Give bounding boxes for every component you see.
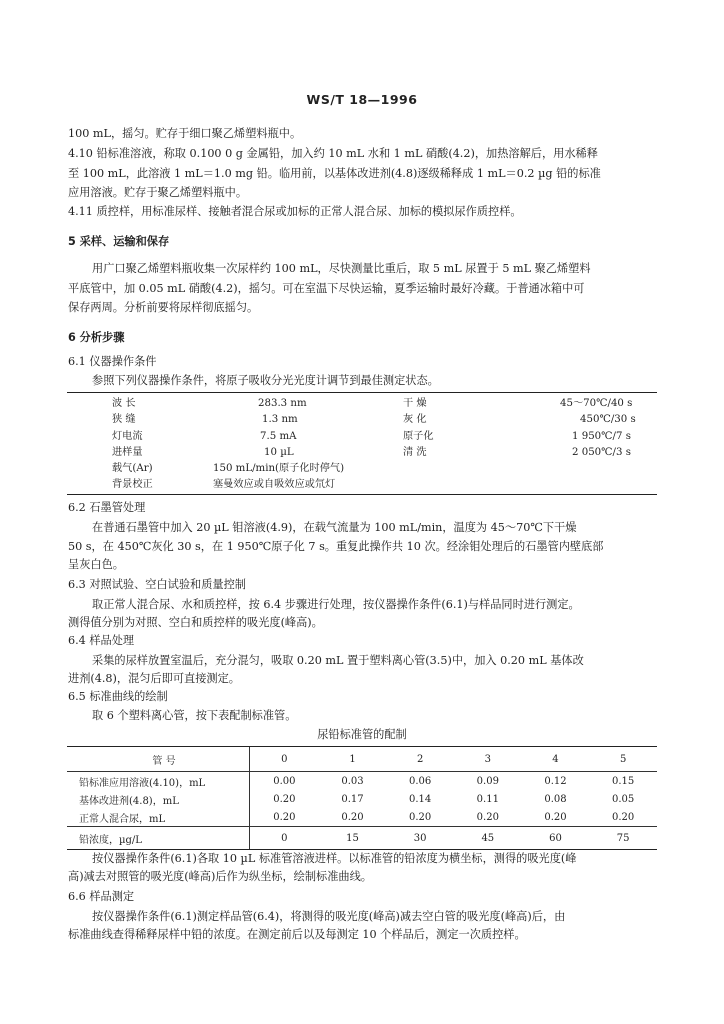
- clause-4-10-line1: 4.10 铅标准溶液，称取 0.100 0 g 金属铅，加入约 10 mL 水和 1 mL 硝酸(4.2)，加热溶解后，用水稀释: [68, 147, 598, 160]
- table-cell: 0.20: [250, 808, 319, 827]
- section-6-2-para-line2: 50 s，在 450℃灰化 30 s，在 1 950℃原子化 7 s。重复此操作共 10 次。经涂钼处理后的石墨管内壁底部: [68, 540, 604, 553]
- cond-label: 原子化: [403, 431, 434, 442]
- table-cell: 0.05: [612, 793, 635, 805]
- table-cell: 30: [386, 827, 454, 850]
- cond-value: 45～70℃/40 s: [560, 398, 633, 409]
- table-cell: 0.06: [409, 775, 432, 787]
- cond-label: 进样量: [112, 447, 143, 458]
- cond-label: 波 长: [112, 398, 136, 409]
- section-5-para-line2: 平底管中，加 0.05 mL 硝酸(4.2)，摇匀。可在室温下尽快运输，夏季运输时最好冷藏。于普通冰箱中可: [68, 282, 585, 295]
- clause-4-10-line3: 应用溶液。贮存于聚乙烯塑料瓶中。: [68, 186, 248, 199]
- cond-value: 283.3 nm: [258, 398, 307, 409]
- section-6-2-heading: 6.2 石墨管处理: [68, 501, 146, 514]
- table-cell: 0.00: [250, 772, 319, 791]
- section-6-5-para2-line2: 高)减去对照管的吸光度(峰高)后作为纵坐标，绘制标准曲线。: [68, 870, 372, 883]
- cond-label: 背景校正: [112, 479, 153, 490]
- table-cell: 60: [522, 827, 590, 850]
- section-6-heading: 6 分析步骤: [68, 331, 125, 344]
- table-cell: 0.03: [341, 775, 364, 787]
- table-cell: 0.20: [409, 811, 432, 823]
- table-cell: 45: [454, 827, 522, 850]
- table-cell: 0.09: [476, 775, 499, 787]
- section-6-2-para-line3: 呈灰白色。: [68, 558, 124, 571]
- table-cell: 0.08: [544, 793, 567, 805]
- cond-value: 150 mL/min(原子化时停气): [213, 463, 345, 474]
- table-cell: 铅浓度，µg/L: [67, 827, 250, 850]
- table-cell: 0.20: [476, 811, 499, 823]
- section-6-4-heading: 6.4 样品处理: [68, 634, 135, 647]
- section-6-2-para-line1: 在普通石墨管中加入 20 µL 钼溶液(4.9)，在载气流量为 100 mL/min，温度为 45～70℃下干燥: [92, 521, 577, 534]
- table-cell: 0.20: [341, 811, 364, 823]
- table-cell: 基体改进剂(4.8)，mL: [79, 795, 179, 807]
- table-header-cell: 5: [589, 747, 657, 772]
- section-6-3-heading: 6.3 对照试验、空白试验和质量控制: [68, 578, 246, 591]
- section-6-6-para-line2: 标准曲线查得稀释尿样中铅的浓度。在测定前后以及每测定 10 个样品后，测定一次质控样。: [68, 928, 526, 941]
- cond-label: 狭 缝: [112, 414, 136, 425]
- table-cell: 75: [589, 827, 657, 850]
- table-cell: 15: [319, 827, 387, 850]
- table-cell: 0.15: [612, 775, 635, 787]
- section-6-3-para-line2: 测得值分别为对照、空白和质控样的吸光度(峰高)。: [68, 616, 323, 629]
- section-5-heading: 5 采样、运输和保存: [68, 235, 170, 248]
- table-row: [67, 772, 657, 791]
- conditions-top-rule: [67, 392, 657, 393]
- cond-label: 载气(Ar): [112, 463, 153, 474]
- cond-label: 干 燥: [403, 398, 427, 409]
- clause-4-11: 4.11 质控样，用标准尿样、接触者混合尿或加标的正常人混合尿、加标的模拟尿作质控样。: [68, 205, 522, 218]
- table-cell: 0.20: [544, 811, 567, 823]
- cond-value: 7.5 mA: [260, 431, 297, 442]
- section-6-5-para2-line1: 按仪器操作条件(6.1)各取 10 µL 标准管溶液进样。以标准管的铅浓度为横坐标，测得的吸光度(峰: [92, 852, 577, 865]
- table-header-cell: 管 号: [67, 747, 250, 772]
- table-cell: 0.20: [250, 790, 319, 808]
- table-row: [67, 827, 657, 850]
- table-header-row: [67, 747, 657, 772]
- cond-label: 灯电流: [112, 431, 143, 442]
- table-cell: 0.14: [409, 793, 432, 805]
- section-5-para-line1: 用广口聚乙烯塑料瓶收集一次尿样约 100 mL，尽快测量比重后，取 5 mL 尿置于 5 mL 聚乙烯塑料: [92, 262, 591, 275]
- section-6-6-heading: 6.6 样品测定: [68, 890, 135, 903]
- table-cell: 0.20: [612, 811, 635, 823]
- cond-value: 10 µL: [264, 447, 294, 458]
- table-cell: 0: [250, 827, 319, 850]
- table-cell: 0.11: [476, 793, 499, 805]
- table-row: [67, 790, 657, 808]
- table-caption: 尿铅标准管的配制: [317, 728, 407, 741]
- cond-value: 1 950℃/7 s: [572, 431, 631, 442]
- cond-value: 450℃/30 s: [580, 414, 636, 425]
- section-6-6-para-line1: 按仪器操作条件(6.1)测定样品管(6.4)，将测得的吸光度(峰高)减去空白管的吸光度(峰高)后，由: [92, 910, 566, 923]
- section-6-4-para-line1: 采集的尿样放置室温后，充分混匀，吸取 0.20 mL 置于塑料离心管(3.5)中，加入 0.20 mL 基体改: [92, 654, 584, 667]
- table-cell: 正常人混合尿，mL: [79, 813, 166, 825]
- standard-tube-table: [67, 746, 657, 850]
- page-header: WS/T 18—1996: [306, 92, 418, 107]
- table-header-cell: 0: [250, 747, 319, 772]
- section-6-4-para-line2: 进剂(4.8)，混匀后即可直接测定。: [68, 672, 240, 685]
- section-6-5-heading: 6.5 标准曲线的绘制: [68, 690, 168, 703]
- section-6-1-heading: 6.1 仪器操作条件: [68, 355, 157, 368]
- cond-value: 塞曼效应或自吸效应或氘灯: [213, 479, 336, 490]
- table-header-cell: 2: [386, 747, 454, 772]
- table-header-cell: 3: [454, 747, 522, 772]
- section-6-1-para: 参照下列仪器操作条件，将原子吸收分光光度计调节到最佳测定状态。: [92, 374, 439, 387]
- cond-value: 1.3 nm: [262, 414, 298, 425]
- section-5-para-line3: 保存两周。分析前要将尿样彻底摇匀。: [68, 301, 259, 314]
- table-cell: 铅标准应用溶液(4.10)，mL: [79, 777, 206, 789]
- table-header-cell: 1: [319, 747, 387, 772]
- table-header-cell: 4: [522, 747, 590, 772]
- conditions-bottom-rule: [67, 494, 657, 495]
- table-cell: 0.17: [341, 793, 364, 805]
- section-6-5-para: 取 6 个塑料离心管，按下表配制标准管。: [92, 709, 297, 722]
- cond-value: 2 050℃/3 s: [572, 447, 631, 458]
- section-6-3-para-line1: 取正常人混合尿、水和质控样，按 6.4 步骤进行处理，按仪器操作条件(6.1)与样品同时进行测定。: [92, 598, 580, 611]
- cond-label: 灰 化: [403, 414, 427, 425]
- cond-label: 清 洗: [403, 447, 427, 458]
- text-line: 100 mL，摇匀。贮存于细口聚乙烯塑料瓶中。: [68, 127, 302, 140]
- table-row: [67, 808, 657, 827]
- table-cell: 0.12: [544, 775, 567, 787]
- clause-4-10-line2: 至 100 mL，此溶液 1 mL＝1.0 mg 铅。临用前，以基体改进剂(4.8)逐级稀释成 1 mL＝0.2 µg 铅的标准: [68, 167, 601, 180]
